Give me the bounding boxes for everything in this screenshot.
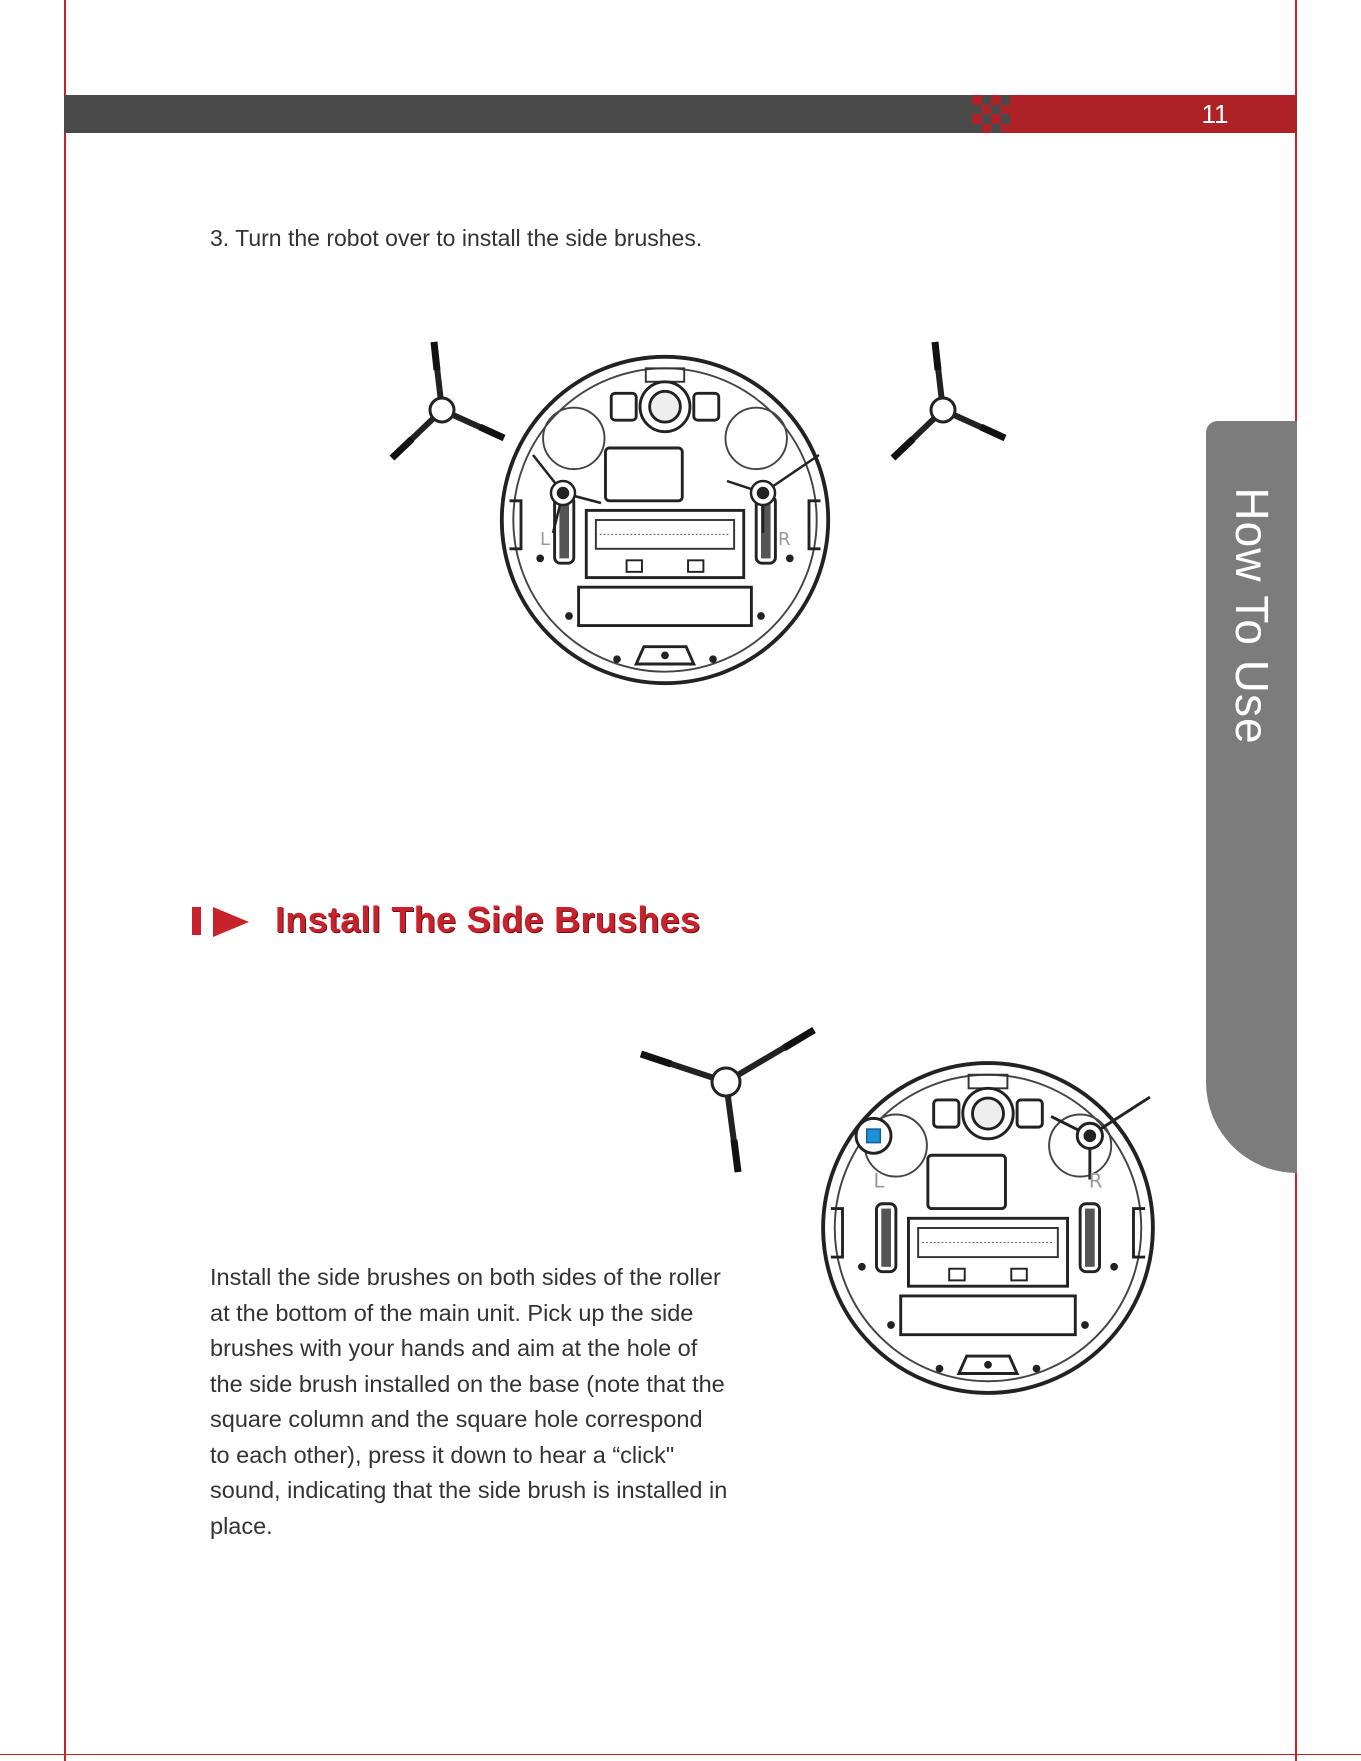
- page-border-bottom: [0, 1754, 1361, 1755]
- section-title: Install The Side Brushes: [275, 899, 701, 940]
- robot-bottom-view: [502, 357, 828, 683]
- instructions-line: square column and the square hole correspond: [210, 1406, 703, 1432]
- side-brush-loose: [641, 1030, 814, 1172]
- page-border-left: [64, 0, 66, 1761]
- wheel-label-left: L: [540, 529, 551, 550]
- instructions-line: sound, indicating that the side brush is installed in: [210, 1477, 728, 1503]
- side-brush-right-loose: [893, 342, 1005, 458]
- checker-pattern: [972, 95, 1010, 133]
- section-arrow-icon: [213, 907, 249, 937]
- wheel-label-right-2: R: [1088, 1169, 1103, 1193]
- side-tab-label: How To Use: [1225, 487, 1278, 745]
- section-bar-icon: [192, 907, 201, 935]
- wheel-label-right: R: [778, 529, 791, 550]
- header-accent: [1010, 95, 1297, 133]
- step-instruction: 3. Turn the robot over to install the side brushes.: [210, 225, 703, 251]
- side-brush-left-loose: [392, 342, 504, 458]
- page-number: 11: [1201, 99, 1229, 129]
- instructions-line: to each other), press it down to hear a “click": [210, 1441, 675, 1468]
- side-tab-label-container: [1206, 421, 1297, 1173]
- robot-top-illustration: [380, 325, 1040, 765]
- instructions-paragraph: [210, 1260, 800, 1544]
- wheel-label-left-2: L: [873, 1169, 885, 1193]
- instructions-line: the side brush installed on the base (note that the: [210, 1370, 725, 1397]
- instructions-line: place.: [210, 1512, 273, 1539]
- instructions-line: Install the side brushes on both sides of the roller: [210, 1264, 721, 1290]
- instructions-line: at the bottom of the main unit. Pick up the side: [210, 1299, 694, 1326]
- robot-bottom-view-installed: [823, 1063, 1153, 1393]
- instructions-line: brushes with your hands and aim at the hole of: [210, 1335, 698, 1361]
